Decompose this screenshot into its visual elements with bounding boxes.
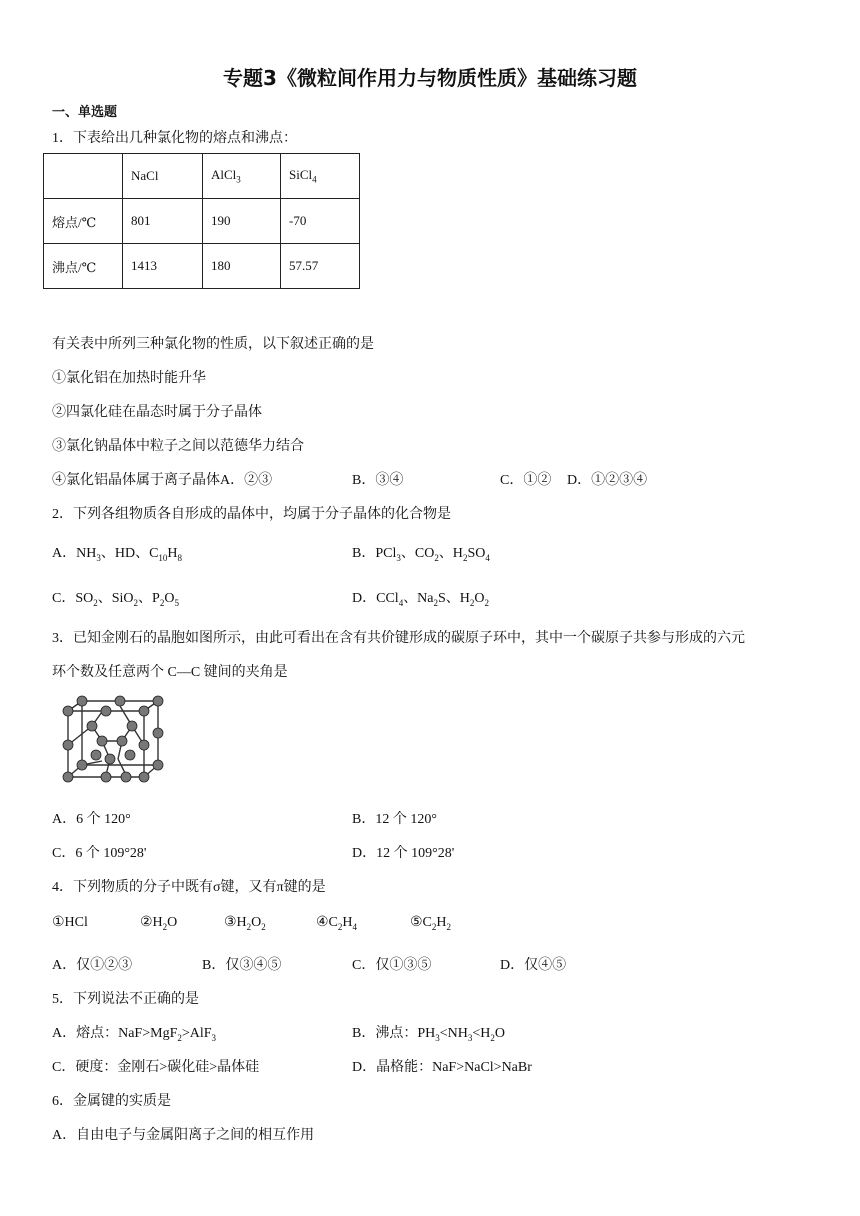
q4-stem: 4．下列物质的分子中既有σ键，又有π键的是 [52, 880, 326, 895]
q3-stem-line2: 环个数及任意两个 C—C 键间的夹角是 [52, 665, 288, 680]
q1-statement: ②四氯化硅在晶态时属于分子晶体 [52, 405, 262, 420]
q3-option-a: A．6 个 120° [52, 812, 131, 827]
table-row [44, 199, 360, 244]
q1-option-d: D．①②③④ [567, 473, 648, 488]
q1-prompt: 有关表中所列三种氯化物的性质，以下叙述正确的是 [52, 337, 374, 352]
diamond-unit-cell-figure [60, 693, 166, 789]
table-cell: 1413 [123, 244, 203, 289]
table-row [44, 244, 360, 289]
section-heading: 一、单选题 [52, 105, 118, 120]
table-header-nacl: NaCl [123, 154, 203, 199]
table-row [44, 154, 360, 199]
q4-option-a: A．仅①②③ [52, 958, 133, 973]
table-cell [44, 154, 123, 199]
table-cell: 沸点/℃ [44, 244, 123, 289]
q1-option-b: B．③④ [352, 473, 404, 488]
q5-option-d: D．晶格能：NaF>NaCl>NaBr [352, 1060, 532, 1075]
q1-option-c: C．①② [500, 473, 552, 488]
q5-stem: 5．下列说法不正确的是 [52, 992, 199, 1007]
chloride-table [43, 153, 360, 289]
q1-statement: ④氯化铝晶体属于离子晶体 [52, 473, 220, 488]
q4-item: $③H_2O_2$ [224, 915, 266, 932]
q4-item: $⑤C_2H_2$ [410, 915, 452, 932]
q6-option-a: A．自由电子与金属阳离子之间的相互作用 [52, 1128, 315, 1143]
q2-option-d: D．CCl$_4$、$Na_2S$、$H_2O_2$ [352, 591, 490, 608]
q3-option-b: B．12 个 120° [352, 812, 437, 827]
q1-option-a: A．②③ [220, 473, 273, 488]
q2-option-a: A．$NH_3$、HD、$C_{10}H_8$ [52, 546, 183, 563]
q6-stem: 6．金属键的实质是 [52, 1094, 171, 1109]
q4-item: $②H_2O$ [140, 915, 178, 932]
q5-option-a: A．熔点：NaF>MgF$_2$>AlF$_3$ [52, 1026, 217, 1043]
table-cell: -70 [281, 199, 360, 244]
q4-option-b: B．仅③④⑤ [202, 958, 282, 973]
q3-option-c: C．6 个 109°28' [52, 846, 147, 861]
table-cell: 190 [203, 199, 281, 244]
q1-statement: ①氯化铝在加热时能升华 [52, 371, 206, 386]
q4-option-c: C．仅①③⑤ [352, 958, 432, 973]
q4-option-d: D．仅④⑤ [500, 958, 567, 973]
q2-stem: 2．下列各组物质各自形成的晶体中，均属于分子晶体的化合物是 [52, 507, 451, 522]
q1-stem: 1．下表给出几种氯化物的熔点和沸点： [52, 131, 297, 146]
q1-statement: ③氯化钠晶体中粒子之间以范德华力结合 [52, 439, 304, 454]
table-cell: 801 [123, 199, 203, 244]
q3-stem-line1: 3．已知金刚石的晶胞如图所示，由此可看出在含有共价键形成的碳原子环中，其中一个碳原子共参与形成的六元 [52, 631, 745, 646]
table-cell: 180 [203, 244, 281, 289]
table-cell: 熔点/℃ [44, 199, 123, 244]
page-title: 专题3《微粒间作用力与物质性质》基础练习题 [223, 66, 637, 90]
q5-option-c: C．硬度：金刚石>碳化硅>晶体硅 [52, 1060, 260, 1075]
table-header-sicl4: SiCl$_4$ [281, 154, 360, 199]
table-cell: 57.57 [281, 244, 360, 289]
q4-item: $④C_2H_4$ [316, 915, 358, 932]
q3-option-d: D．12 个 109°28' [352, 846, 455, 861]
q2-option-b: B．PCl$_3$、$CO_2$、$H_2SO_4$ [352, 546, 490, 563]
table-header-alcl3: AlCl$_3$ [203, 154, 281, 199]
q2-option-c: C．$SO_2$、SiO$_2$、$P_2O_5$ [52, 591, 179, 608]
q5-option-b: B．沸点：$PH_3<NH_3<H_2O$ [352, 1026, 505, 1043]
q4-item: ①HCl [52, 915, 88, 930]
